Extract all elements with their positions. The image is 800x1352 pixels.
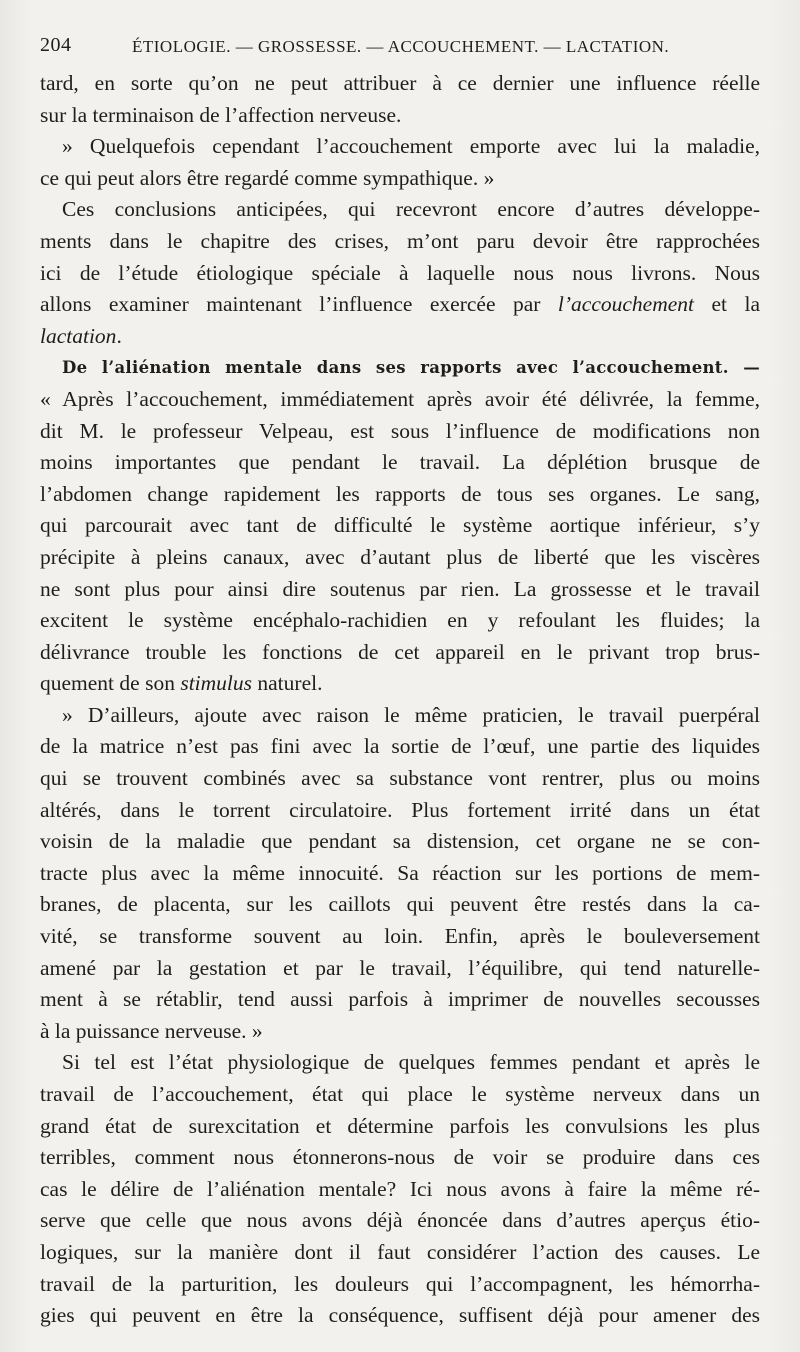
text-line: qui parcourait avec tant de difficulté le système aortique inférieur, s’y xyxy=(40,513,760,538)
text-fragment: et la xyxy=(694,292,760,317)
text-line: ments dans le chapitre des crises, m’ont paru devoir être rapprochées xyxy=(40,228,760,253)
text-line: l’abdomen change rapidement les rapports de tous ses organes. Le sang, xyxy=(40,481,760,506)
running-header xyxy=(40,34,760,58)
text-line: ne sont plus pour ainsi dire soutenus par rien. La grossesse et le travail xyxy=(40,576,760,601)
text-line: voisin de la maladie que pendant sa distension, cet organe ne se con- xyxy=(40,829,760,854)
text-line: Ces conclusions anticipées, qui recevront encore d’autres développe- xyxy=(62,197,760,222)
body-text xyxy=(40,68,760,1332)
text-line: tracte plus avec la même innocuité. Sa réaction sur les portions de mem- xyxy=(40,860,760,885)
text-line: travail de la parturition, les douleurs qui l’accompagnent, les hémorrha- xyxy=(40,1271,760,1296)
text-fragment: quement de son xyxy=(40,671,181,696)
running-title: ÉTIOLOGIE. — GROSSESSE. — ACCOUCHEMENT. — LACTATION. xyxy=(132,37,670,56)
text-line: sur la terminaison de l’affection nerveuse. xyxy=(40,102,402,127)
text-fragment: naturel. xyxy=(252,671,323,696)
section-heading: De l’aliénation mentale dans ses rapports avec l’accouchement. — xyxy=(62,358,760,378)
text-line: vité, se transforme souvent au loin. Enfin, après le bouleversement xyxy=(40,924,760,949)
page-number: 204 xyxy=(40,34,72,56)
text-line xyxy=(40,668,760,700)
text-line xyxy=(40,321,760,353)
text-line: grand état de surexcitation et détermine parfois les convulsions les plus xyxy=(40,1113,760,1138)
text-line: ici de l’étude étiologique spéciale à laquelle nous nous livrons. Nous xyxy=(40,260,760,285)
text-line: « Après l’accouchement, immédiatement après avoir été délivrée, la femme, xyxy=(40,386,760,411)
text-line: précipite à pleins canaux, avec d’autant plus de liberté que les viscères xyxy=(40,544,760,569)
text-line: travail de l’accouchement, état qui place le système nerveux dans un xyxy=(40,1082,760,1106)
italic-text: l’accouchement xyxy=(557,292,695,317)
text-line: qui se trouvent combinés avec sa substance vont rentrer, plus ou moins xyxy=(40,766,760,791)
text-line: serve que celle que nous avons déjà énoncée dans d’autres aperçus étio- xyxy=(40,1208,760,1233)
text-line: amené par la gestation et par le travail, l’équilibre, qui tend naturelle- xyxy=(40,955,760,980)
text-line: moins importantes que pendant le travail. La déplétion brusque de xyxy=(40,450,760,475)
text-line xyxy=(40,289,760,321)
text-line: altérés, dans le torrent circulatoire. Plus fortement irrité dans un état xyxy=(40,797,760,822)
text-line: cas le délire de l’aliénation mentale? Ici nous avons à faire la même ré- xyxy=(40,1176,760,1201)
text-line: Si tel est l’état physiologique de quelques femmes pendant et après le xyxy=(62,1050,760,1075)
text-fragment: . xyxy=(116,323,122,348)
text-line: logiques, sur la manière dont il faut considérer l’action des causes. Le xyxy=(40,1239,760,1264)
text-line: tard, en sorte qu’on ne peut attribuer à ce dernier une influence réelle xyxy=(40,71,760,95)
text-line: délivrance trouble les fonctions de cet appareil en le privant trop brus- xyxy=(40,639,760,664)
text-line: excitent le système encéphalo-rachidien en y refoulant les fluides; la xyxy=(40,608,760,633)
italic-text: stimulus xyxy=(180,671,253,696)
text-line: branes, de placenta, sur les caillots qui peuvent être restés dans la ca- xyxy=(40,892,760,917)
text-line: ce qui peut alors être regardé comme sympathique. » xyxy=(40,165,495,190)
text-line: » D’ailleurs, ajoute avec raison le même praticien, le travail puerpéral xyxy=(62,702,760,727)
text-line: de la matrice n’est pas fini avec la sortie de l’œuf, une partie des liquides xyxy=(40,734,760,759)
text-line: dit M. le professeur Velpeau, est sous l’influence de modifications non xyxy=(40,418,760,443)
text-line: terribles, comment nous étonnerons-nous de voir se produire dans ces xyxy=(40,1145,760,1170)
text-line: ment à se rétablir, tend aussi parfois à imprimer de nouvelles secousses xyxy=(40,987,760,1012)
text-line: à la puissance nerveuse. » xyxy=(40,1018,263,1043)
text-line: gies qui peuvent en être la conséquence, suffisent déjà pour amener des xyxy=(40,1303,760,1328)
text-line: » Quelquefois cependant l’accouchement emporte avec lui la maladie, xyxy=(62,134,760,159)
italic-text: lactation xyxy=(40,323,117,348)
text-fragment: allons examiner maintenant l’influence exercée par xyxy=(40,292,558,317)
